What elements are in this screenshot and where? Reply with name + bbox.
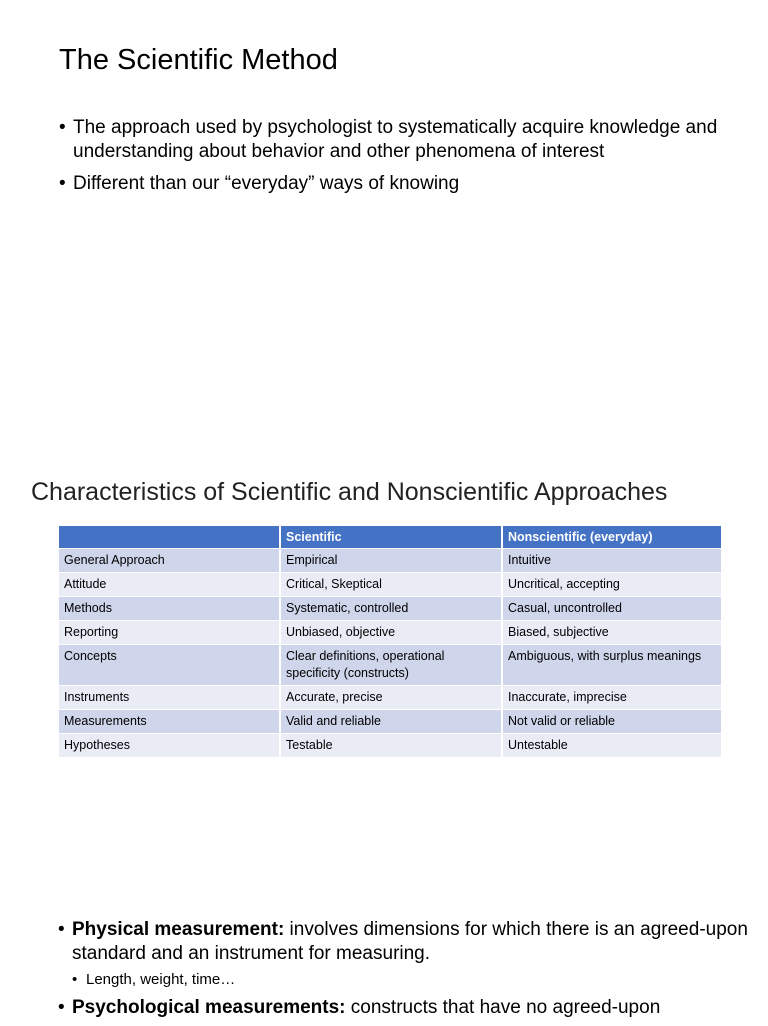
bullet-item <box>59 116 739 164</box>
table-row <box>59 620 721 644</box>
scientific-cell: Critical, Skeptical <box>281 572 503 596</box>
row-label: Instruments <box>59 685 281 709</box>
table-row <box>59 709 721 733</box>
header-cell <box>59 526 281 548</box>
bullet-list <box>59 116 739 204</box>
bullet-icon: • <box>58 997 65 1018</box>
table-row <box>59 548 721 572</box>
scientific-cell: Valid and reliable <box>281 709 503 733</box>
row-label: Methods <box>59 596 281 620</box>
sub-bullet-item <box>72 970 748 990</box>
header-cell: Nonscientific (everyday) <box>503 526 721 548</box>
nonscientific-cell: Not valid or reliable <box>503 709 721 733</box>
scientific-cell: Empirical <box>281 548 503 572</box>
bullet-text: The approach used by psychologist to systematically acquire knowledge and understanding about behavior and other phenomena of interest <box>73 117 718 162</box>
nonscientific-cell: Uncritical, accepting <box>503 572 721 596</box>
nonscientific-cell: Intuitive <box>503 548 721 572</box>
row-label: Hypotheses <box>59 733 281 757</box>
row-label: General Approach <box>59 548 281 572</box>
table-row <box>59 596 721 620</box>
nonscientific-cell: Biased, subjective <box>503 620 721 644</box>
sub-bullet-text: Length, weight, time… <box>86 971 236 988</box>
row-label: Measurements <box>59 709 281 733</box>
bullet-text: involves dimensions for which there is an agreed-upon standard and an instrument for measuring. <box>72 919 748 964</box>
measurement-bullet-list <box>58 918 748 1026</box>
table-row <box>59 733 721 757</box>
slide-title: The Scientific Method <box>59 44 338 76</box>
bullet-item <box>58 996 748 1020</box>
nonscientific-cell: Untestable <box>503 733 721 757</box>
scientific-cell: Testable <box>281 733 503 757</box>
scientific-cell: Unbiased, objective <box>281 620 503 644</box>
bullet-icon: • <box>59 117 66 138</box>
row-label: Reporting <box>59 620 281 644</box>
bullet-term: Psychological measurements: <box>72 997 346 1018</box>
table-row <box>59 572 721 596</box>
bullet-icon: • <box>59 173 66 194</box>
table-header-row <box>59 526 721 548</box>
bullet-item <box>58 918 748 990</box>
bullet-item <box>59 172 739 196</box>
nonscientific-cell: Ambiguous, with surplus meanings <box>503 644 721 685</box>
scientific-cell: Clear definitions, operational specificity (constructs) <box>281 644 503 685</box>
row-label: Attitude <box>59 572 281 596</box>
bullet-term: Physical measurement: <box>72 919 285 940</box>
row-label: Concepts <box>59 644 281 685</box>
nonscientific-cell: Casual, uncontrolled <box>503 596 721 620</box>
sub-bullet-list <box>72 970 748 990</box>
table-row <box>59 644 721 685</box>
scientific-cell: Accurate, precise <box>281 685 503 709</box>
comparison-table <box>59 526 721 757</box>
bullet-text: constructs that have no agreed-upon <box>345 997 661 1018</box>
table-row <box>59 685 721 709</box>
table-title: Characteristics of Scientific and Nonscientific Approaches <box>31 478 668 506</box>
nonscientific-cell: Inaccurate, imprecise <box>503 685 721 709</box>
header-cell: Scientific <box>281 526 503 548</box>
bullet-icon: • <box>58 919 65 940</box>
bullet-text: Different than our “everyday” ways of knowing <box>73 173 460 194</box>
bullet-icon: • <box>72 971 78 988</box>
scientific-cell: Systematic, controlled <box>281 596 503 620</box>
